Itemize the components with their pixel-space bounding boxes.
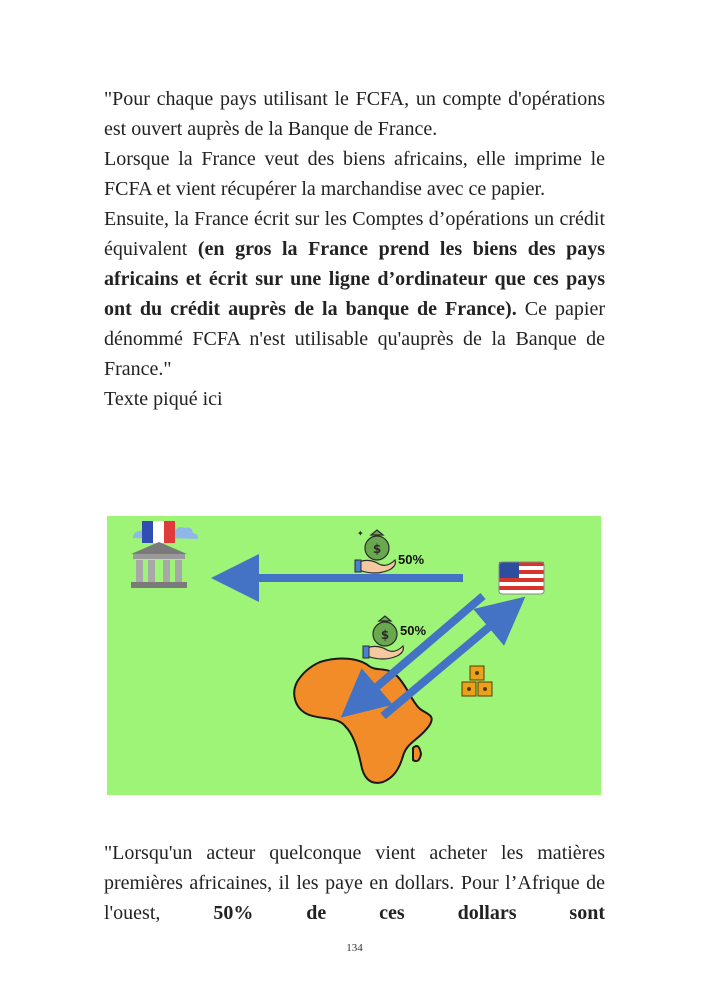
dollar-text-start: "Lorsqu'un acteur quelconque vient acheter les matières premières africaines, il les paye en dollars. Pour l’Afrique de l'ouest, — [104, 842, 605, 924]
svg-text:✦: ✦ — [357, 529, 364, 538]
paragraph-credit-entry — [104, 204, 605, 384]
money-bag-hand-icon — [355, 529, 395, 573]
top-percentage-label: 50% — [398, 552, 425, 567]
credit-text-bold: (en gros la France prend les biens des pays africains et écrit sur une ligne d’ordinateur que ces pays ont du crédit auprès de la banque de France). — [104, 238, 605, 320]
page-number: 134 — [346, 942, 363, 954]
svg-text:$: $ — [380, 628, 390, 642]
bottom-quote-block — [104, 838, 605, 928]
barrels-icon — [462, 666, 492, 696]
middle-percentage-label: 50% — [400, 623, 427, 638]
dollar-text-bold: 50% de ces dollars sont — [213, 902, 605, 924]
illustration-canvas — [107, 516, 601, 795]
credit-text-end: Ce papier dénommé FCFA n'est utilisable qu'auprès de la Banque de France." — [104, 298, 605, 380]
quote-block — [104, 84, 605, 414]
source-note: Texte piqué ici — [104, 388, 223, 410]
money-bag-hand-icon — [363, 616, 403, 659]
usa-flag-icon — [499, 562, 544, 594]
paragraph-france-prints-fcfa: Lorsque la France veut des biens africains, elle imprime le FCFA et vient récupérer la marchandise avec ce papier. — [104, 148, 605, 200]
credit-text-start: Ensuite, la France écrit sur les Comptes d’opérations un crédit équivalent — [104, 208, 605, 260]
africa-map-icon — [294, 659, 431, 783]
paragraph-operations-account: "Pour chaque pays utilisant le FCFA, un compte d'opérations est ouvert auprès de la Banque de France. — [104, 88, 605, 140]
bank-with-france-flag-icon — [131, 521, 198, 588]
paragraph-dollar-payment — [104, 838, 605, 928]
svg-text:$: $ — [372, 542, 382, 556]
fcfa-flow-illustration — [107, 516, 601, 795]
